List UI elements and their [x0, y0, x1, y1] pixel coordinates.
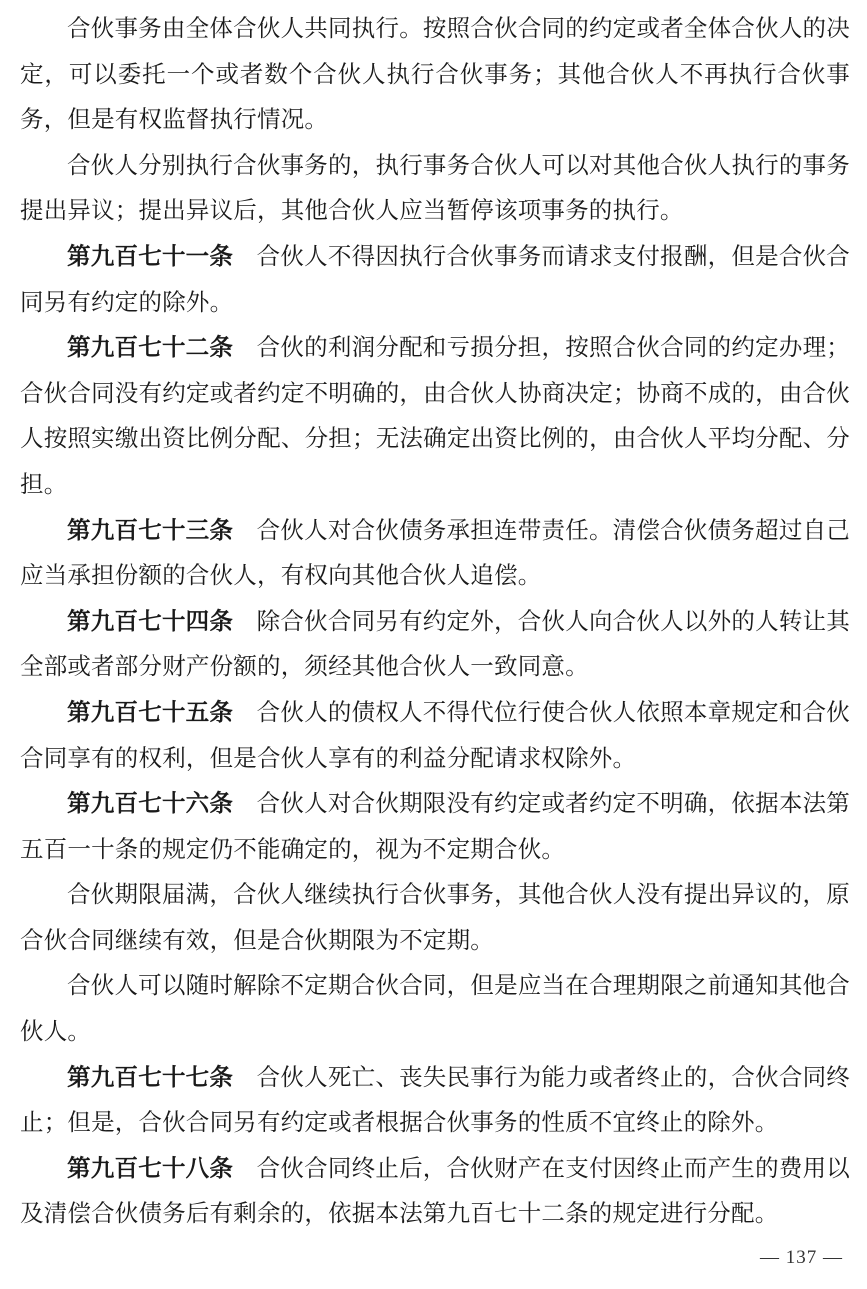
article-text: 合伙的利润分配和亏损分担，按照合伙合同的约定办理；合伙合同没有约定或者约定不明确的，由合伙人协商决定；协商不成的，由合伙人按照实缴出资比例分配、分担；无法确定出资比例的，由合伙人平均分配、分担。 — [20, 333, 851, 498]
paragraph-text: 合伙人可以随时解除不定期合伙合同，但是应当在合理期限之前通知其他合伙人。 — [20, 971, 850, 1046]
article-text: 合伙人对合伙期限没有约定或者约定不明确，依据本法第五百一十条的规定仍不能确定的，视为不定期合伙。 — [20, 789, 851, 863]
article-text: 除合伙合同另有约定外，合伙人向合伙人以外的人转让其全部或者部分财产份额的，须经其他合伙人一致同意。 — [20, 606, 851, 681]
article-976 — [20, 781, 850, 872]
article-text: 合伙人死亡、丧失民事行为能力或者终止的，合伙合同终止；但是，合伙合同另有约定或者根据合伙事务的性质不宜终止的除外。 — [20, 1062, 851, 1137]
paragraph-1 — [20, 6, 850, 143]
document-body — [20, 6, 850, 1237]
article-974 — [20, 599, 850, 690]
article-975 — [20, 690, 850, 781]
article-973 — [20, 508, 850, 599]
article-number: 第九百七十八条 — [67, 1153, 234, 1182]
article-number: 第九百七十三条 — [67, 515, 234, 544]
paragraph-text: 合伙事务由全体合伙人共同执行。按照合伙合同的约定或者全体合伙人的决定，可以委托一个或者数个合伙人执行合伙事务；其他合伙人不再执行合伙事务，但是有权监督执行情况。 — [20, 14, 850, 134]
article-number: 第九百七十五条 — [67, 697, 234, 726]
article-text: 合伙人对合伙债务承担连带责任。清偿合伙债务超过自己应当承担份额的合伙人，有权向其他合伙人追偿。 — [20, 515, 851, 590]
article-972 — [20, 325, 850, 507]
article-977 — [20, 1055, 850, 1146]
article-971 — [20, 234, 850, 325]
paragraph-9 — [20, 872, 850, 963]
article-text: 合伙人的债权人不得代位行使合伙人依照本章规定和合伙合同享有的权利，但是合伙人享有的利益分配请求权除外。 — [20, 697, 851, 772]
page-number: — 137 — — [760, 1247, 843, 1268]
article-text: 合伙人不得因执行合伙事务而请求支付报酬，但是合伙合同另有约定的除外。 — [20, 241, 851, 316]
article-number: 第九百七十二条 — [67, 333, 234, 362]
paragraph-2 — [20, 143, 850, 234]
article-number: 第九百七十一条 — [67, 241, 234, 270]
paragraph-text: 合伙期限届满，合伙人继续执行合伙事务，其他合伙人没有提出异议的，原合伙合同继续有效，但是合伙期限为不定期。 — [20, 880, 850, 954]
article-978 — [20, 1146, 850, 1237]
article-number: 第九百七十六条 — [67, 789, 234, 818]
paragraph-text: 合伙人分别执行合伙事务的，执行事务合伙人可以对其他合伙人执行的事务提出异议；提出异议后，其他合伙人应当暂停该项事务的执行。 — [20, 150, 850, 225]
article-number: 第九百七十四条 — [67, 606, 234, 635]
article-text: 合伙合同终止后，合伙财产在支付因终止而产生的费用以及清偿合伙债务后有剩余的，依据本法第九百七十二条的规定进行分配。 — [20, 1153, 851, 1228]
paragraph-10 — [20, 963, 850, 1054]
article-number: 第九百七十七条 — [67, 1062, 234, 1091]
